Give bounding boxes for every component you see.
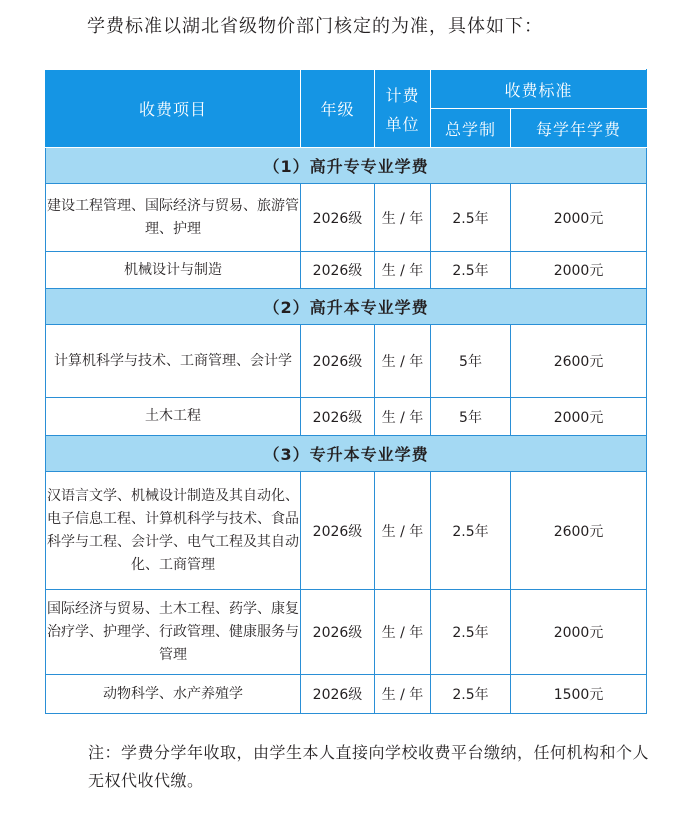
cell-duration: 2.5年 (431, 184, 511, 252)
section-row (46, 148, 647, 184)
cell-unit: 生 / 年 (375, 325, 431, 398)
cell-fee: 2000元 (511, 252, 647, 289)
cell-duration: 5年 (431, 325, 511, 398)
cell-major: 机械设计与制造 (46, 252, 301, 289)
header-fee: 每学年学费 (511, 109, 647, 148)
cell-duration: 5年 (431, 398, 511, 436)
intro-text: 学费标准以湖北省级物价部门核定的为准，具体如下： (87, 16, 543, 37)
table-row (46, 590, 647, 675)
cell-major: 计算机科学与技术、工商管理、会计学 (46, 325, 301, 398)
header-duration: 总学制 (431, 109, 511, 148)
cell-fee: 2600元 (511, 325, 647, 398)
cell-unit: 生 / 年 (375, 675, 431, 714)
cell-unit: 生 / 年 (375, 472, 431, 590)
cell-unit: 生 / 年 (375, 252, 431, 289)
fee-table (45, 69, 647, 714)
section-title: （2）高升本专业学费 (46, 289, 647, 325)
header-grade: 年级 (301, 70, 375, 148)
cell-fee: 2000元 (511, 590, 647, 675)
cell-fee: 2000元 (511, 184, 647, 252)
table-row (46, 398, 647, 436)
table-row (46, 325, 647, 398)
cell-grade: 2026级 (301, 590, 375, 675)
cell-major: 土木工程 (46, 398, 301, 436)
table-row (46, 184, 647, 252)
cell-fee: 2000元 (511, 398, 647, 436)
header-unit (375, 70, 431, 148)
table-row (46, 252, 647, 289)
footnote-text: 注：学费分学年收取，由学生本人直接向学校收费平台缴纳，任何机构和个人无权代收代缴。 (88, 743, 650, 790)
table-row (46, 472, 647, 590)
cell-unit: 生 / 年 (375, 184, 431, 252)
cell-grade: 2026级 (301, 184, 375, 252)
cell-grade: 2026级 (301, 675, 375, 714)
cell-duration: 2.5年 (431, 252, 511, 289)
cell-unit: 生 / 年 (375, 590, 431, 675)
cell-duration: 2.5年 (431, 590, 511, 675)
cell-grade: 2026级 (301, 398, 375, 436)
cell-fee: 1500元 (511, 675, 647, 714)
cell-major: 动物科学、水产养殖学 (46, 675, 301, 714)
cell-major: 汉语言文学、机械设计制造及其自动化、电子信息工程、计算机科学与技术、食品科学与工程、会计学、电气工程及其自动化、工商管理 (46, 472, 301, 590)
header-unit-line1: 计费 (385, 85, 420, 105)
footnote (58, 739, 658, 795)
cell-major: 建设工程管理、国际经济与贸易、旅游管理、护理 (46, 184, 301, 252)
table-row (46, 675, 647, 714)
cell-duration: 2.5年 (431, 472, 511, 590)
header-standard: 收费标准 (431, 70, 647, 109)
section-title: （3）专升本专业学费 (46, 436, 647, 472)
cell-grade: 2026级 (301, 252, 375, 289)
header-unit-line2: 单位 (385, 114, 420, 134)
cell-grade: 2026级 (301, 325, 375, 398)
cell-unit: 生 / 年 (375, 398, 431, 436)
header-major: 收费项目 (46, 70, 301, 148)
section-title: （1）高升专专业学费 (46, 148, 647, 184)
cell-fee: 2600元 (511, 472, 647, 590)
cell-grade: 2026级 (301, 472, 375, 590)
section-row (46, 289, 647, 325)
section-row (46, 436, 647, 472)
cell-duration: 2.5年 (431, 675, 511, 714)
cell-major: 国际经济与贸易、土木工程、药学、康复治疗学、护理学、行政管理、健康服务与管理 (46, 590, 301, 675)
